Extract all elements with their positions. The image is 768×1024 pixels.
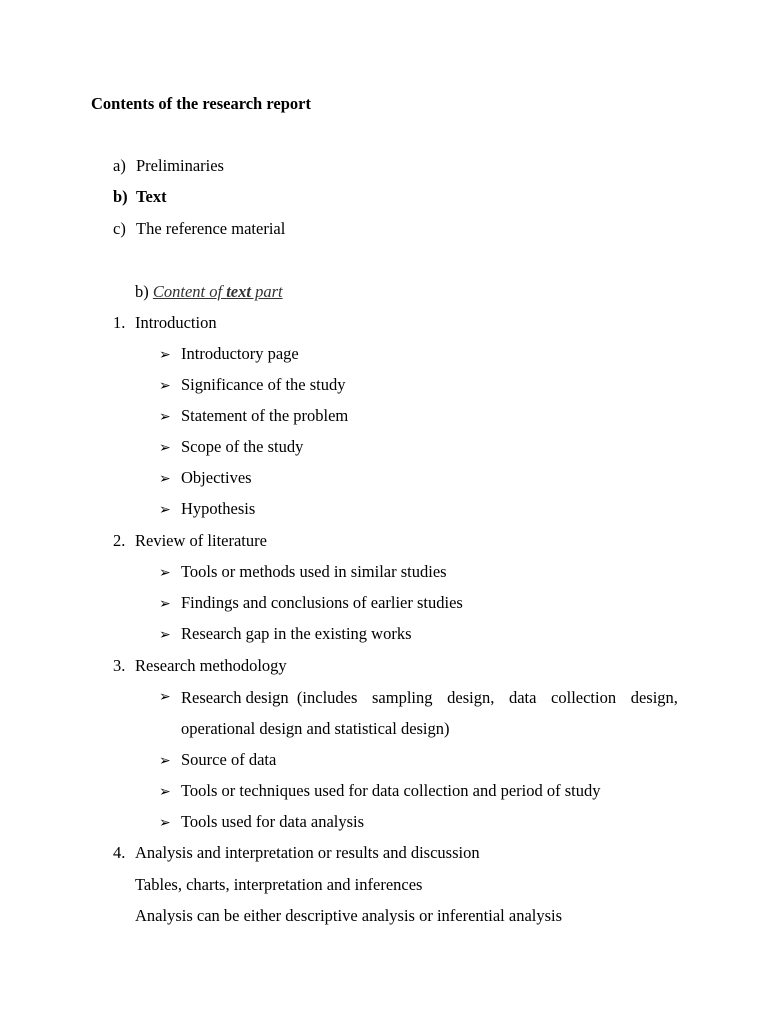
part-label: a) — [113, 156, 126, 175]
arrow-bullet-icon: ➢ — [159, 410, 171, 425]
arrow-bullet-icon: ➢ — [159, 348, 171, 363]
arrow-bullet-icon: ➢ — [159, 690, 171, 705]
subheading-text — [153, 282, 283, 301]
subheading — [135, 282, 283, 302]
arrow-bullet-icon: ➢ — [159, 816, 171, 831]
subheading-bold-word: text — [226, 282, 251, 301]
part-label: c) — [113, 219, 126, 238]
list-item — [159, 812, 364, 834]
list-item-text: Tools or techniques used for data collection and period of study — [181, 781, 601, 800]
list-item-continuation: operational design and statistical design) — [181, 719, 450, 738]
document-title: Contents of the research report — [91, 94, 311, 113]
list-item-text: Source of data — [181, 750, 277, 769]
list-item-text: Hypothesis — [181, 499, 256, 518]
arrow-bullet-icon: ➢ — [159, 472, 171, 487]
subheading-prefix: Content of — [152, 282, 227, 301]
list-item — [159, 406, 348, 428]
section-title: Analysis and interpretation or results and discussion — [135, 843, 480, 862]
list-item-text: Tools used for data analysis — [181, 812, 365, 831]
list-item — [159, 499, 255, 521]
arrow-bullet-icon: ➢ — [159, 597, 171, 612]
list-item-text-justified — [181, 688, 678, 708]
part-label: b) — [113, 187, 128, 206]
arrow-bullet-icon: ➢ — [159, 379, 171, 394]
subheading-suffix: part — [250, 282, 283, 301]
word: design, — [630, 688, 678, 707]
section-title: Introduction — [135, 313, 217, 332]
list-item-text: Scope of the study — [181, 437, 304, 456]
section-heading-review — [113, 531, 267, 551]
arrow-bullet-icon: ➢ — [159, 754, 171, 769]
list-item — [159, 468, 252, 490]
list-item-text: Research gap in the existing works — [181, 624, 412, 643]
word: data — [508, 688, 537, 707]
arrow-bullet-icon: ➢ — [159, 566, 171, 581]
part-text: The reference material — [136, 219, 286, 238]
list-item — [159, 624, 411, 646]
section-heading-analysis — [113, 843, 480, 863]
part-item-c — [113, 219, 285, 239]
list-item — [159, 344, 299, 366]
list-item — [159, 375, 346, 397]
part-item-a — [113, 156, 224, 176]
list-item — [159, 688, 678, 708]
section-title: Research methodology — [135, 656, 287, 675]
part-text: Preliminaries — [136, 156, 224, 175]
section-heading-introduction — [113, 313, 217, 333]
list-item-text: Tools or methods used in similar studies — [181, 562, 447, 581]
list-item — [159, 562, 447, 584]
arrow-bullet-icon: ➢ — [159, 785, 171, 800]
section-number: 4. — [113, 843, 126, 862]
word: design, — [447, 688, 495, 707]
subheading-label: b) — [135, 282, 149, 301]
part-item-b — [113, 187, 167, 207]
arrow-bullet-icon: ➢ — [159, 441, 171, 456]
list-item — [159, 437, 303, 459]
section-note: Tables, charts, interpretation and inferences — [135, 875, 423, 894]
word: collection — [551, 688, 617, 707]
section-heading-methodology — [113, 656, 287, 676]
list-item-text: Objectives — [181, 468, 252, 487]
list-item-text: Findings and conclusions of earlier studies — [181, 593, 463, 612]
section-number: 1. — [113, 313, 126, 332]
list-item — [159, 593, 463, 615]
section-number: 3. — [113, 656, 126, 675]
section-title: Review of literature — [135, 531, 267, 550]
list-item — [159, 750, 276, 772]
arrow-bullet-icon: ➢ — [159, 503, 171, 518]
list-item-text: Significance of the study — [181, 375, 346, 394]
section-number: 2. — [113, 531, 126, 550]
section-note: Analysis can be either descriptive analysis or inferential analysis — [135, 906, 563, 925]
list-item-text: Statement of the problem — [181, 406, 349, 425]
word: Research design (includes — [181, 688, 358, 707]
arrow-bullet-icon: ➢ — [159, 628, 171, 643]
list-item-text: Introductory page — [181, 344, 299, 363]
part-text: Text — [136, 187, 167, 206]
list-item — [159, 781, 601, 803]
word: sampling — [372, 688, 433, 707]
